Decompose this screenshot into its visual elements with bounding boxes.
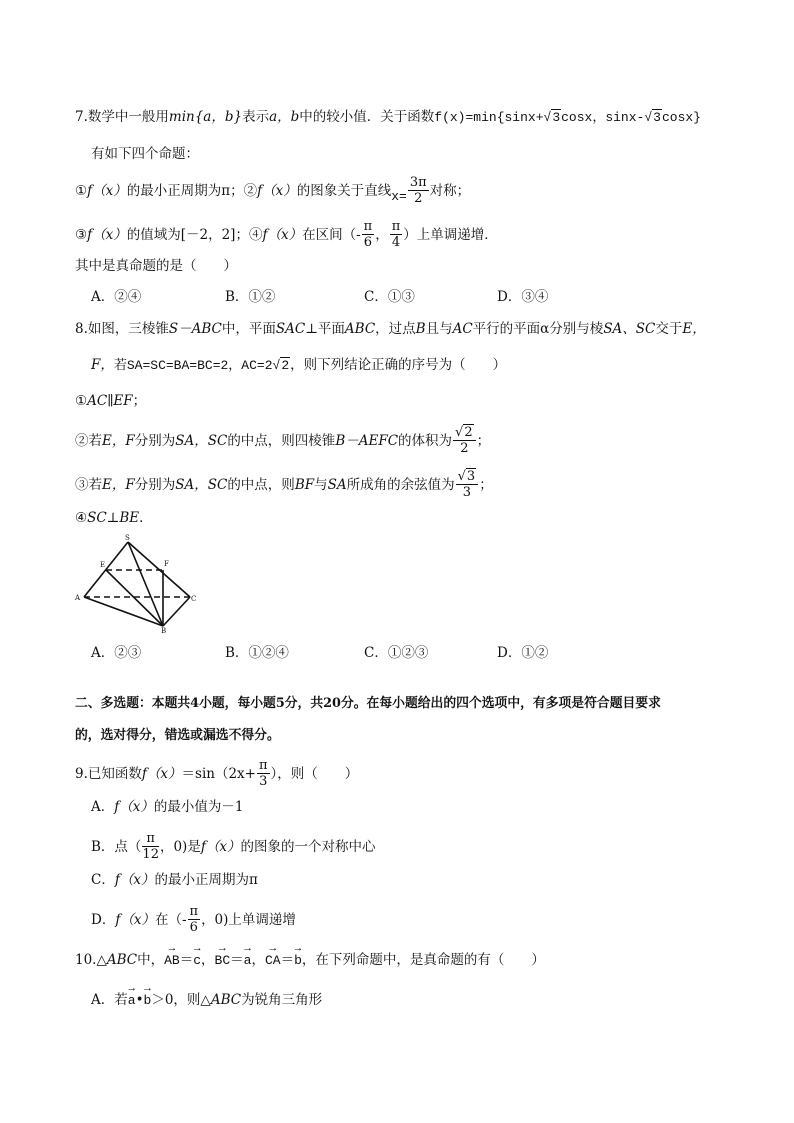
fx: f（x） (141, 766, 182, 782)
numerator (456, 469, 479, 485)
q7-option-c[interactable]: C．①③ (364, 289, 415, 305)
numerator (453, 425, 476, 441)
point-name: B (415, 321, 426, 337)
fraction (456, 469, 479, 500)
fraction (390, 219, 403, 250)
q8-stem-2 (91, 355, 506, 376)
text: 的最小正周期为π (154, 872, 258, 888)
label-f: F (164, 560, 169, 568)
fx: f（x） (115, 912, 155, 928)
text: D． (91, 912, 116, 928)
q7-propositions-2 (75, 220, 498, 251)
plane-name: ABC (344, 321, 376, 337)
vector-c: → c (193, 951, 201, 971)
text: ，0)上单调递增 (201, 912, 296, 928)
sqrt-symbol: √3 (644, 110, 661, 125)
q8-statement-4 (75, 508, 153, 528)
fx: f（x） (87, 227, 127, 243)
q9-option-c[interactable] (91, 870, 258, 890)
fx: f（x） (262, 227, 303, 243)
fraction (453, 425, 476, 456)
sqrt-radicand: 2 (281, 358, 290, 373)
numerator: π (391, 219, 401, 234)
text: 的值域为[－2，2]；④ (126, 227, 263, 243)
numerator: π (189, 904, 199, 919)
q7-option-a[interactable]: A．②④ (91, 289, 142, 305)
text: 所成角的余弦值为 (346, 477, 455, 493)
q7-text: 中的较小值．关于函数 (299, 109, 435, 125)
equals: ＝ (280, 952, 295, 968)
edge-names: SA，SC (175, 477, 228, 493)
comma: ， (251, 952, 265, 968)
segment-name: AC (452, 321, 473, 337)
text: 中， (137, 952, 165, 968)
q8-option-d[interactable]: D．①② (497, 645, 549, 661)
fraction (188, 904, 201, 935)
plane-name: SAC (275, 321, 306, 337)
fx: f（x） (114, 799, 154, 815)
q8-statement-2 (75, 426, 490, 457)
equals: ＝ (179, 952, 194, 968)
pyramid-name: S－ABC (168, 321, 222, 337)
numerator: π (363, 219, 373, 234)
segment-name: SA (327, 477, 347, 493)
text: 分别为 (134, 477, 176, 493)
vector-a: → a (128, 991, 136, 1011)
q10-option-a[interactable] (91, 990, 322, 1011)
fraction (257, 758, 270, 789)
text: ． (139, 510, 153, 526)
sqrt-symbol: √2 (272, 358, 290, 373)
text: ）上单调递增． (403, 227, 498, 243)
text: 且与 (425, 321, 453, 337)
text: 分别为 (134, 433, 176, 449)
label-b: B (161, 627, 167, 634)
sqrt-symbol: √2 (455, 425, 473, 440)
text: 中，平面 (221, 321, 276, 337)
text: 与 (314, 477, 328, 493)
q8-option-a[interactable]: A．②③ (91, 645, 142, 661)
denominator: 3 (462, 485, 472, 500)
q7-line2: 有如下四个命题： (91, 146, 199, 162)
text: A．若 (91, 992, 128, 1008)
text: 10.△ (75, 952, 107, 968)
text: ），则（ ） (270, 766, 359, 782)
text: ，0)是 (159, 839, 201, 855)
edge-names: SA，SC (175, 433, 228, 449)
sqrt-symbol: √3 (457, 469, 476, 484)
text: 的中点，则 (227, 477, 295, 493)
q7-option-d[interactable]: D．③④ (497, 289, 549, 305)
denominator: 2 (414, 191, 423, 206)
q7-func-part: cosx} (661, 110, 701, 125)
sqrt-radicand: 3 (466, 469, 476, 484)
q8-statement-1 (75, 391, 146, 411)
point-name: F， (91, 357, 114, 373)
edge-cb (163, 597, 190, 626)
q8-statement-3 (75, 470, 493, 501)
text: 的图象的一个对称中心 (240, 839, 376, 855)
text: ； (479, 477, 493, 493)
q7-question: 其中是真命题的是（ ） (75, 258, 237, 274)
text: A． (91, 799, 115, 815)
text: B．点（ (91, 839, 142, 855)
fraction (142, 831, 159, 862)
text: 的中点，则四棱锥 (227, 433, 336, 449)
text: 对称； (429, 183, 471, 199)
q7-func-part: f(x)=min{sinx+ (434, 110, 544, 125)
circled-number: ④ (75, 510, 88, 526)
text: ， (375, 227, 389, 243)
text: 的体积为 (398, 433, 453, 449)
text: 在（- (154, 912, 187, 928)
text: 的最小正周期为π；② (126, 183, 258, 199)
edge-names: SA、SC (603, 321, 656, 337)
segment-eb (106, 570, 163, 626)
fraction (362, 219, 375, 250)
denominator: 6 (189, 920, 198, 935)
text: 9.已知函数 (75, 766, 142, 782)
equals: ＝ (230, 952, 244, 968)
q8-stem-1 (75, 319, 706, 339)
text: ⊥平面 (305, 321, 345, 337)
section2-heading-cont: 的，选对得分，错选或漏选不得分。 (75, 728, 280, 743)
vector-bc: → BC (215, 951, 231, 971)
label-a: A (75, 594, 81, 602)
pyramid-name: B－AEFC (335, 433, 399, 449)
text: 的最小值为－1 (153, 799, 244, 815)
text: C． (91, 872, 115, 888)
vector-b: → b (294, 951, 302, 971)
q8-option-b[interactable]: B．①②④ (225, 645, 289, 661)
section2-heading: 二、多选题：本题共4小题，每小题5分，共20分。在每小题给出的四个选项中，有多项是符合题目要求 (75, 696, 661, 711)
denominator: 4 (391, 235, 401, 250)
point-names: E，F (102, 477, 135, 493)
text: ，则下列结论正确的序号为（ ） (290, 357, 507, 373)
vector-ab: → AB (164, 951, 180, 971)
edge-sb (128, 542, 163, 626)
fx: f（x） (257, 183, 297, 199)
sqrt-radicand: 2 (464, 425, 473, 440)
q9-option-b[interactable] (91, 832, 375, 863)
denominator: 3 (259, 774, 268, 789)
q7-min-notation: min{a，b} (168, 109, 243, 125)
q9-option-a[interactable] (91, 797, 243, 817)
dot-operator: • (135, 992, 144, 1008)
point-name: E， (682, 321, 706, 337)
q7-option-b[interactable]: B．①② (225, 289, 276, 305)
fx: f（x） (200, 839, 241, 855)
numerator: 3π (409, 175, 427, 190)
q9-stem (75, 759, 358, 790)
vector-ca: → CA (265, 951, 281, 971)
text: ＝sin（2x+ (181, 766, 256, 782)
q7-func-part: cosx，sinx- (561, 110, 645, 125)
circled-number: ③ (75, 227, 88, 243)
triangle-name: ABC (106, 952, 138, 968)
text: 平行的平面α分别与棱 (472, 321, 604, 337)
label-s: S (125, 534, 130, 542)
circled-number: ① (75, 393, 88, 409)
denominator: 6 (363, 235, 373, 250)
text: ； (132, 393, 147, 409)
edge-ab (84, 597, 163, 626)
text: ，在下列命题中，是真命题的有（ ） (301, 952, 545, 968)
pyramid-figure (70, 534, 200, 634)
circled-number: ① (75, 183, 88, 199)
label-e: E (100, 561, 106, 569)
text: ＞0，则△ (151, 992, 211, 1008)
expression: AC∥EF (87, 393, 133, 409)
sqrt-radicand: 3 (653, 110, 661, 125)
q7-text: 7.数学中一般用 (75, 109, 169, 125)
fx: f（x） (87, 183, 127, 199)
q7-stem (75, 107, 701, 128)
segment-name: BF (294, 477, 315, 493)
text: 交于 (655, 321, 683, 337)
text: 8.如图，三棱锥 (75, 321, 169, 337)
text: ③若 (75, 477, 102, 493)
denominator: 12 (142, 847, 159, 862)
text: ，过点 (375, 321, 416, 337)
q9-option-d[interactable] (91, 905, 296, 936)
q7-propositions-1 (75, 176, 470, 207)
text: 为锐角三角形 (241, 992, 323, 1008)
fraction (408, 175, 429, 206)
numerator: π (142, 831, 159, 847)
label-c: C (191, 595, 197, 603)
text: ②若 (75, 433, 102, 449)
fx: f（x） (114, 872, 155, 888)
triangle-name: ABC (210, 992, 242, 1008)
vector-a: → a (244, 951, 252, 971)
text: ； (476, 433, 491, 449)
text: 在区间（- (302, 227, 361, 243)
text: 的图象关于直线 (296, 183, 392, 199)
x-equals: x= (391, 189, 407, 204)
comma: ， (201, 952, 215, 968)
q7-text: 表示 (242, 109, 270, 125)
q10-stem (75, 950, 545, 971)
q8-option-c[interactable]: C．①②③ (364, 645, 429, 661)
q7-function (434, 110, 701, 125)
numerator: π (258, 758, 268, 773)
point-names: E，F (102, 433, 135, 449)
sqrt-symbol: √3 (543, 110, 561, 125)
q7-vars: a，b (269, 109, 300, 125)
sqrt-radicand: 3 (552, 110, 561, 125)
denominator: 2 (460, 441, 469, 456)
vector-b: → b (144, 991, 152, 1011)
conditions: 若SA=SC=BA=BC=2，AC=2 (113, 358, 273, 373)
expression: SC⊥BE (87, 510, 140, 526)
